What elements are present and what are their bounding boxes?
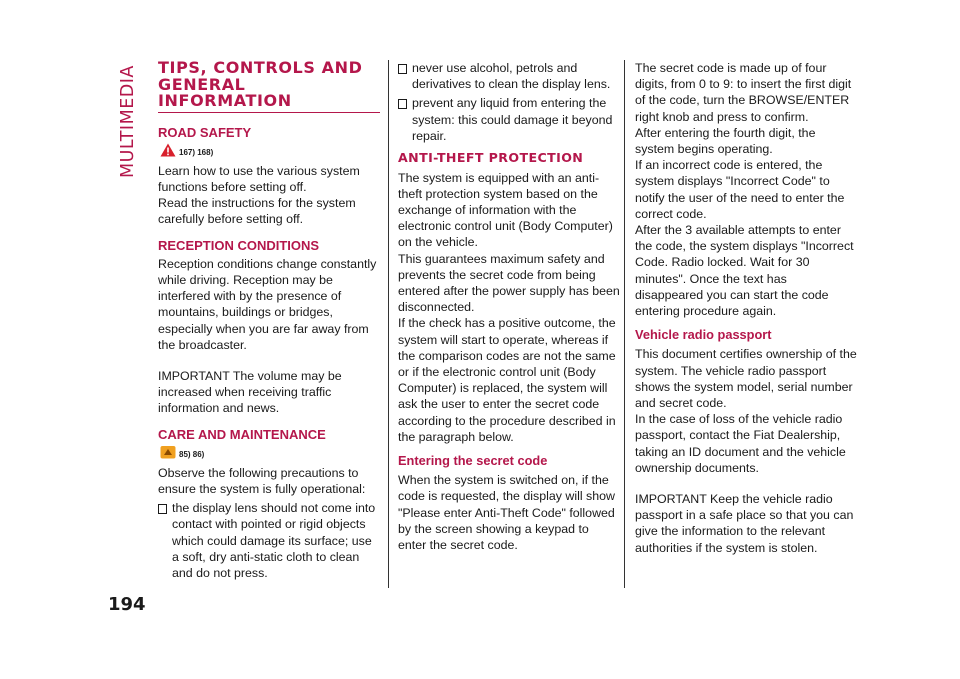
reception-text-2: IMPORTANT The volume may be increased when receiving traffic information and news. <box>158 368 342 416</box>
secret-code-text-2: After entering the fourth digit, the system begins operating. <box>635 125 816 157</box>
reception-text-1: Reception conditions change constantly while driving. Reception may be interfered with by the presence of mountains, buildings or bridges, especially when you are far away from the broadcaster. <box>158 256 377 352</box>
anti-theft-text-2: This guarantees maximum safety and prevents the secret code from being entered after the power supply has been disconnected. <box>398 251 620 315</box>
passport-text-3: IMPORTANT Keep the vehicle radio passport in a safe place so that you can give the information to the relevant authorities if the system is stolen. <box>635 492 854 555</box>
secret-code-text-1: The secret code is made up of four digits, from 0 to 9: to insert the first digit of the code, turn the BROWSE/ENTER right knob and press to confirm. <box>635 61 852 124</box>
page-title: TIPS, CONTROLS AND GENERAL INFORMATION <box>158 60 380 113</box>
road-safety-text-2: Read the instructions for the system carefully before setting off. <box>158 196 356 227</box>
list-item <box>398 95 620 144</box>
heading-road-safety: ROAD SAFETY <box>158 124 252 140</box>
care-text-1: Observe the following precautions to ensure the system is fully operational: <box>158 465 366 496</box>
warning-reference <box>160 143 380 157</box>
checkbox-bullet-icon <box>158 504 167 514</box>
anti-theft-text-3: If the check has a positive outcome, the system will start to operate, whereas if the comparison codes are not the same or if the electronic control unit (Body Computer) is replaced, the system will ask the user to enter the secret code according to the procedure described in the paragraph below. <box>398 316 616 444</box>
bullet-text: the display lens should not come into contact with pointed or rigid objects which could damage its surface; use a soft, dry anti-static cloth to clean and do not press. <box>172 501 376 580</box>
warning-refs: 167) 168) <box>179 147 214 157</box>
entering-code-text: When the system is switched on, if the code is requested, the display will show "Please enter Anti-Theft Code" followed by the screen showing a keypad to enter the secret code. <box>398 473 615 552</box>
column-divider-2 <box>624 60 625 588</box>
heading-reception-conditions: RECEPTION CONDITIONS <box>158 237 320 253</box>
caution-reference <box>160 445 380 459</box>
road-safety-text-1: Learn how to use the various system functions before setting off. <box>158 163 360 194</box>
column-1 <box>158 60 380 581</box>
list-item <box>158 500 380 581</box>
passport-text-2: In the case of loss of the vehicle radio passport, contact the Fiat Dealership, taking an ID document and the vehicle ownership documents. <box>635 412 846 475</box>
bullet-text: never use alcohol, petrols and derivatives to clean the display lens. <box>412 61 611 92</box>
heading-radio-passport: Vehicle radio passport <box>635 327 772 343</box>
heading-care-maintenance: CARE AND MAINTENANCE <box>158 426 326 442</box>
caution-icon <box>160 445 176 459</box>
column-divider-1 <box>388 60 389 588</box>
secret-code-text-4: After the 3 available attempts to enter the code, the system displays "Incorrect Code. Radio locked. Wait for 30 minutes". Once the text has disappeared you can start the code entering procedure again. <box>635 223 854 319</box>
anti-theft-text-1: The system is equipped with an anti-theft protection system based on the exchange of information with the electronic control unit (Body Computer) on the vehicle. <box>398 170 613 250</box>
passport-text-1: This document certifies ownership of the system. The vehicle radio passport shows the system model, serial number and secret code. <box>635 347 857 411</box>
caution-refs: 85) 86) <box>179 449 205 459</box>
heading-anti-theft: ANTI-THEFT PROTECTION <box>398 150 584 166</box>
column-2 <box>398 60 620 553</box>
checkbox-bullet-icon <box>398 64 407 74</box>
section-label-text: MULTIMEDIA <box>118 65 138 178</box>
page-number: 194 <box>108 594 146 615</box>
warning-triangle-icon <box>160 143 176 157</box>
list-item <box>398 60 620 92</box>
bullet-text: prevent any liquid from entering the system: this could damage it beyond repair. <box>412 96 613 143</box>
secret-code-text-3: If an incorrect code is entered, the system displays "Incorrect Code" to notify the user of the need to enter the correct code. <box>635 158 845 221</box>
heading-entering-code: Entering the secret code <box>398 452 548 468</box>
column-3 <box>635 60 857 556</box>
checkbox-bullet-icon <box>398 99 407 109</box>
